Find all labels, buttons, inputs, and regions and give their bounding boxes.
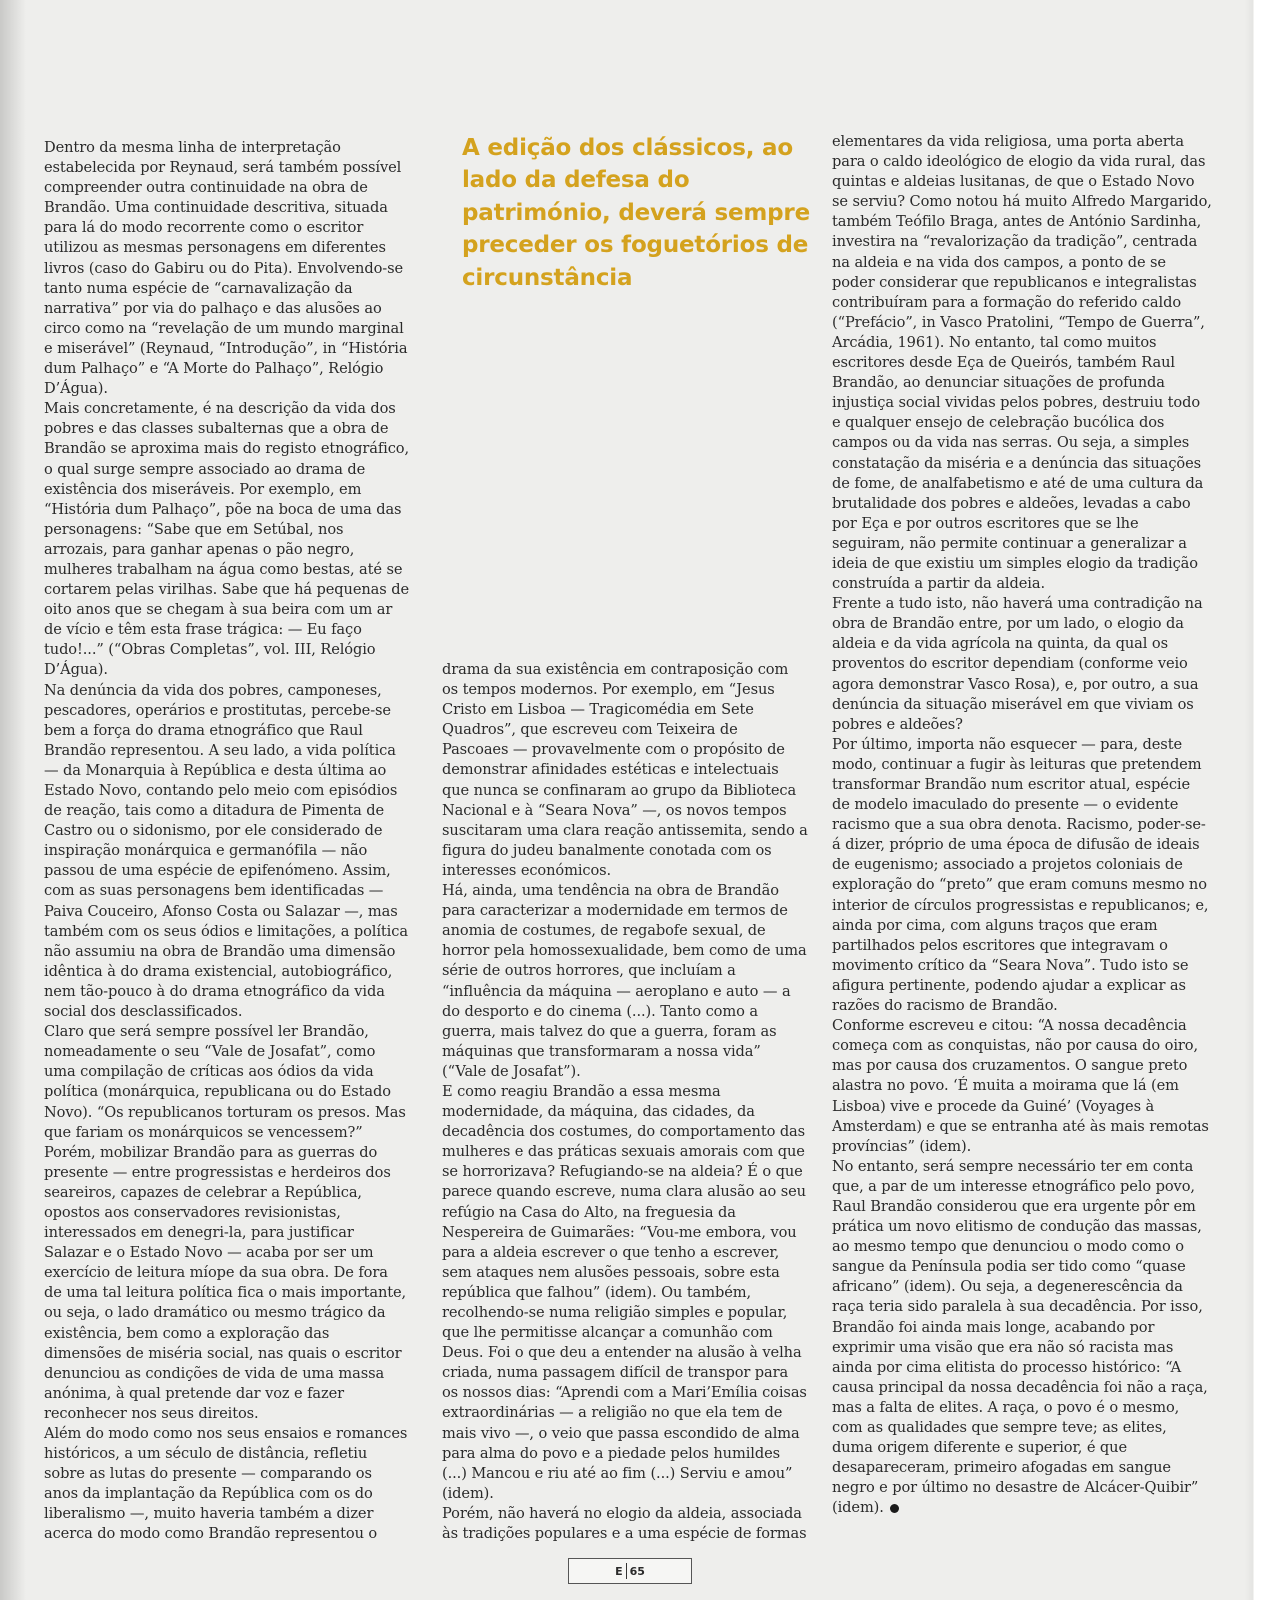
paragraph: Dentro da mesma linha de interpretação estabelecida por Reynaud, será também possível compreender outra continuidade na obra de Brandão. Uma continuidade descritiva, situada para lá do modo recorrente como o escritor utilizou as mesmas personagens em diferentes livros (caso do Gabiru ou do Pita). Envolvendo-se tanto numa espécie de “carnavalização da narrativa” por via do palhaço e das alusões ao circo como na “revelação de um mundo marginal e miserável” (Reynaud, “Introdução”, in “História dum Palhaço” e “A Morte do Palhaço”, Relógio D’Água). <box>44 139 408 398</box>
paragraph: drama da sua existência em contraposição com os tempos modernos. Por exemplo, em “Jesus Cristo em Lisboa — Tragicomédia em Sete Quadros”, que escreveu com Teixeira de Pascoaes — provavelmente com o propósito de demonstrar afinidades estéticas e intelectuais que nunca se confinaram ao grupo da Biblioteca Nacional e à “Seara Nova” —, os novos tempos suscitaram uma clara reação antissemita, sendo a figura do judeu banalmente conotada com os interesses económicos. <box>442 661 808 879</box>
paragraph-final <box>832 1157 1212 1519</box>
paragraph: Frente a tudo isto, não haverá uma contradição na obra de Brandão entre, por um lado, o elogio da aldeia e da vida agrícola na quinta, da qual os proventos do escritor dependiam (conforme veio agora demonstrar Vasco Rosa), e, por outro, a sua denúncia da situação miserável em que viviam os pobres e aldeões? <box>832 595 1203 733</box>
page-gutter-shadow <box>0 0 26 1600</box>
paragraph: Há, ainda, uma tendência na obra de Brandão para caracterizar a modernidade em termos de anomia de costumes, de regabofe sexual, de horror pela homossexualidade, bem como de uma série de outros horrores, que incluíam a “influência da máquina — aeroplano e auto — a do desporto e do cinema (...). Tanto como a guerra, mais talvez do que a guerra, foram as máquinas que transformaram a nossa vida” (“Vale de Josafat”). <box>442 882 807 1080</box>
paragraph: Na denúncia da vida dos pobres, camponeses, pescadores, operários e prostitutas, percebe-se bem a força do drama etnográfico que Raul Brandão representou. A seu lado, a vida política — da Monarquia à República e desta última ao Estado Novo, contando pelo meio com episódios de reação, tais como a ditadura de Pimenta de Castro ou o sidonismo, por ele considerado de inspiração monárquica e germanófila — não passou de uma espécie de epifenómeno. Assim, com as suas personagens bem identificadas — Paiva Couceiro, Afonso Costa ou Salazar —, mas também com os seus ódios e limitações, a política não assumiu na obra de Brandão uma dimensão idêntica à do drama existencial, autobiográfico, nem tão-pouco à do drama etnográfico da vida social dos desclassificados. <box>44 681 408 1021</box>
folio-divider <box>626 1563 627 1579</box>
paragraph: elementares da vida religiosa, uma porta aberta para o caldo ideológico de elogio da vida rural, das quintas e aldeias lusitanas, de que o Estado Novo se serviu? Como notou há muito Alfredo Margarido, também Teófilo Braga, antes de António Sardinha, investira na “revalorização da tradição”, centrada na aldeia e na vida dos campos, a ponto de se poder considerar que republicanos e integralistas contribuíram para a formação do referido caldo (“Prefácio”, in Vasco Pratolini, “Tempo de Guerra”, Arcádia, 1961). No entanto, tal como muitos escritores desde Eça de Queirós, também Raul Brandão, ao denunciar situações de profunda injustiça social vividas pelos pobres, destruiu todo e qualquer ensejo de celebração bucólica dos campos ou da vida nas serras. Ou seja, a simples constatação da miséria e a denúncia das situações de fome, de analfabetismo e até de uma cultura da brutalidade dos pobres e aldeões, levadas a cabo por Eça e por outros escritores que se lhe seguiram, não permite continuar a generalizar a ideia de que existiu um simples elogio da tradição construída a partir da aldeia. <box>832 133 1212 593</box>
article-column-left <box>44 138 410 1545</box>
paragraph: Além do modo como nos seus ensaios e romances históricos, a um século de distância, refletiu sobre as lutas do presente — comparando os anos da implantação da República com os do liberalismo —, muito haveria também a dizer acerca do modo como Brandão representou o <box>44 1425 408 1543</box>
paragraph: Por último, importa não esquecer — para, deste modo, continuar a fugir às leituras que pretendem transformar Brandão num escritor atual, espécie de modelo imaculado do presente — o evidente racismo que a sua obra denota. Racismo, poder-se-á dizer, próprio de uma época de difusão de ideais de eugenismo; associado a projetos coloniais de exploração do “preto” que eram comuns mesmo no interior de círculos progressistas e republicanos; e, ainda por cima, com alguns traços que eram partilhados pelos escritores que integravam o movimento crítico da “Seara Nova”. Tudo isto se afigura pertinente, podendo ajudar a explicar as razões do racismo de Brandão. <box>832 735 1209 1015</box>
folio-page-number: 65 <box>629 1564 645 1578</box>
paragraph: Claro que será sempre possível ler Brandão, nomeadamente o seu “Vale de Josafat”, como uma compilação de críticas aos ódios da vida política (monárquica, republicana ou do Estado Novo). “Os republicanos torturam os presos. Mas que fariam os monárquicos se vencessem?” Porém, mobilizar Brandão para as guerras do presente — entre progressistas e herdeiros dos seareiros, capazes de celebrar a República, opostos aos conservadores revisionistas, interessados em denegri-la, para justificar Salazar e o Estado Novo — acaba por ser um exercício de leitura míope da sua obra. De fora de uma tal leitura política fica o mais importante, ou seja, o lado dramático ou mesmo trágico da existência, bem como a exploração das dimensões de miséria social, nas quais o escritor denunciou as condições de vida de uma massa anónima, à qual pretende dar voz e fazer reconhecer nos seus direitos. <box>44 1023 407 1422</box>
paragraph: Conforme escreveu e citou: “A nossa decadência começa com as conquistas, não por causa do oiro, mas por causa dos cruzamentos. O sangue preto alastra no povo. ‘É muita a moirama que lá (em Lisboa) vive e procede da Guiné’ (Voyages à Amsterdam) e que se entranha até às mais remotas províncias” (idem). <box>832 1017 1209 1155</box>
paragraph: Porém, não haverá no elogio da aldeia, associada às tradições populares e a uma espécie de formas <box>442 1504 807 1543</box>
paragraph: Mais concretamente, é na descrição da vida dos pobres e das classes subalternas que a obra de Brandão se aproxima mais do registo etnográfico, o qual surge sempre associado ao drama de existência dos miseráveis. Por exemplo, em “História dum Palhaço”, põe na boca de uma das personagens: “Sabe que em Setúbal, nos arrozais, para ganhar apenas o pão negro, mulheres trabalham na água como bestas, até se cortarem pelas virilhas. Sabe que há pequenas de oito anos que se chegam à sua beira com um ar de vício e têm esta frase trágica: — Eu faço tudo!...” (“Obras Completas”, vol. III, Relógio D’Água). <box>44 400 409 679</box>
end-of-article-bullet-icon <box>890 1504 899 1513</box>
folio-section: E <box>615 1564 623 1578</box>
article-column-middle <box>442 660 808 1544</box>
page-folio <box>568 1558 692 1584</box>
paragraph-final-text: No entanto, será sempre necessário ter em conta que, a par de um interesse etnográfico pelo povo, Raul Brandão considerou que era urgente pôr em prática um novo elitismo de condução das massas, ao mesmo tempo que denunciou o modo como o sangue da Península podia ser tido como “quase africano” (idem). Ou seja, a degenerescência da raça teria sido paralela à sua decadência. Por isso, Brandão foi ainda mais longe, acabando por exprimir uma visão que era não só racista mas ainda por cima elitista do processo histórico: “A causa principal da nossa decadência foi não a raça, mas a falta de elites. A raça, o povo é o mesmo, com as qualidades que sempre teve; as elites, duma origem diferente e superior, é que desapareceram, primeiro afogadas em sangue negro e por último no desastre de Alcácer-Quibir” (idem). <box>832 1157 1208 1517</box>
pull-quote: A edição dos clássicos, ao lado da defesa do património, deverá sempre preceder os foguetórios de circunstância <box>462 135 810 291</box>
page-edge <box>1245 0 1265 1600</box>
paragraph: E como reagiu Brandão a essa mesma modernidade, da máquina, das cidades, da decadência dos costumes, do comportamento das mulheres e das práticas sexuais amorais com que se horrorizava? Refugiando-se na aldeia? É o que parece quando escreve, numa clara alusão ao seu refúgio na Casa do Alto, na freguesia da Nespereira de Guimarães: “Vou-me embora, vou para a aldeia escrever o que tenho a escrever, sem ataques nem alusões pessoais, sobre esta república que falhou” (idem). Ou também, recolhendo-se numa religião simples e popular, que lhe permitisse alcançar a comunhão com Deus. Foi o que deu a entender na alusão à velha criada, numa passagem difícil de transpor para os nossos dias: “Aprendi com a Mari’Emília coisas extraordinárias — a religião no que ela tem de mais vivo —, o veio que passa escondido de alma para alma do povo e a piedade pelos humildes (...) Mancou e riu até ao fim (...) Serviu e amou” (idem). <box>442 1082 807 1502</box>
article-column-right <box>832 132 1212 1518</box>
